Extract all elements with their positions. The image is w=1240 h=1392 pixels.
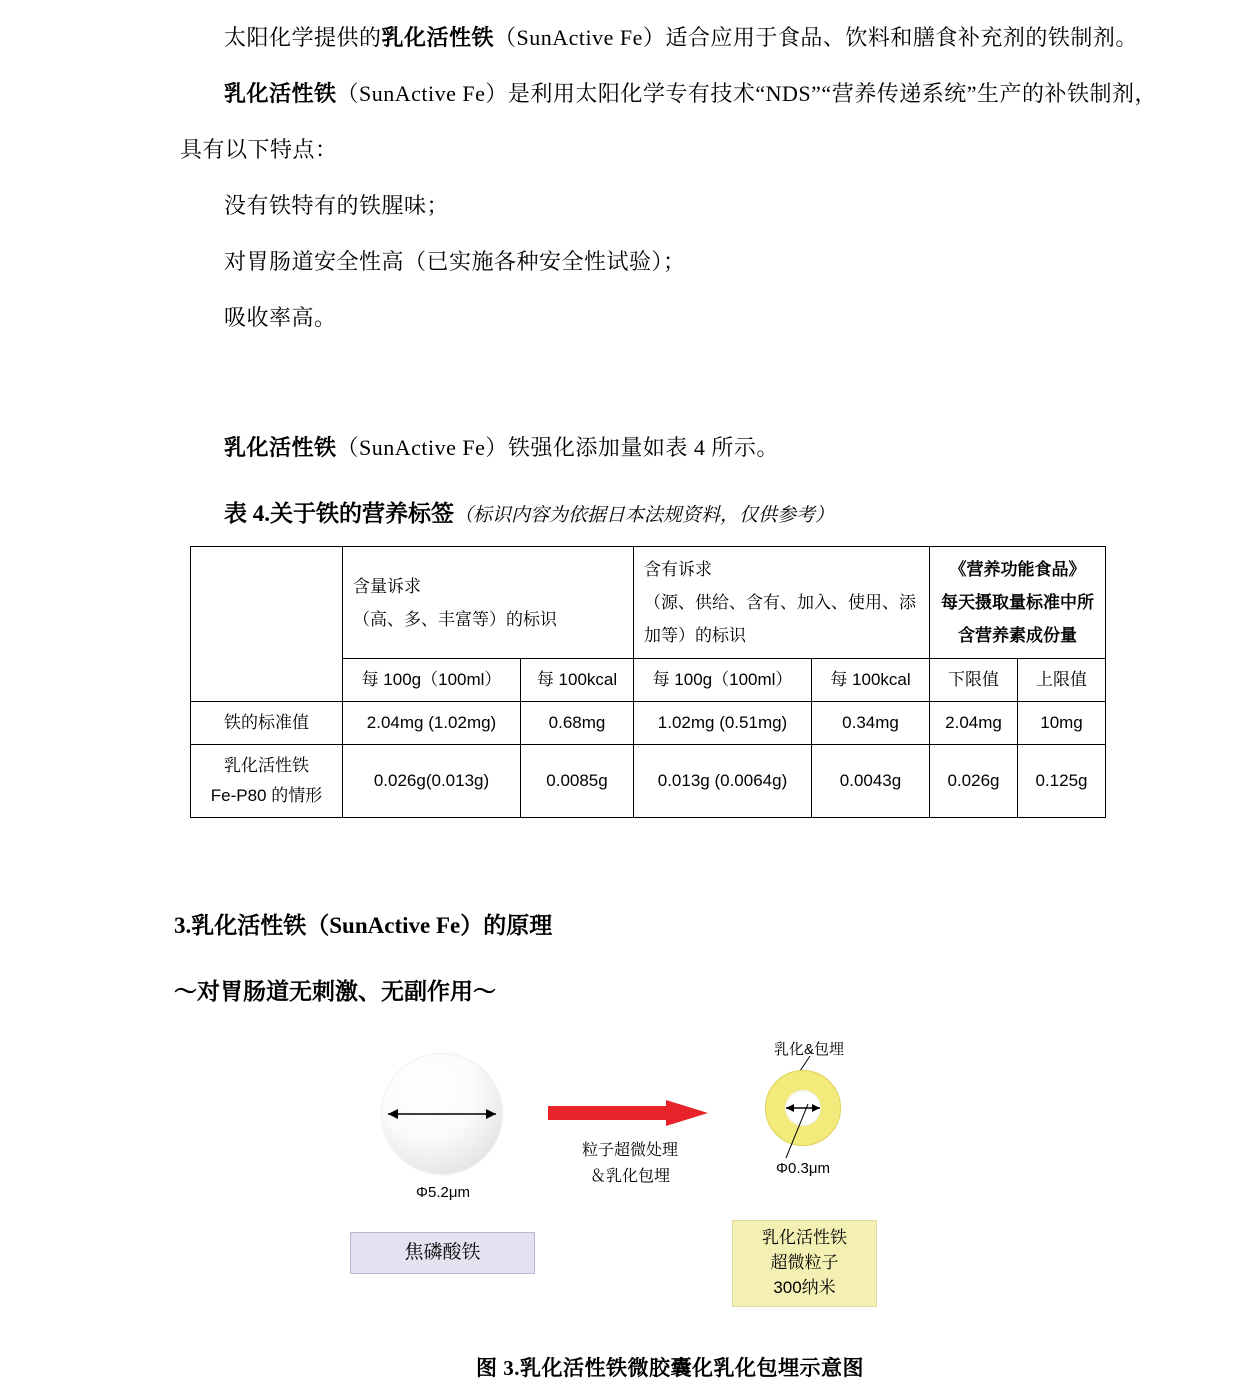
text-run: 吸收率高。: [224, 305, 337, 330]
right-caption-line2: 超微粒子: [770, 1253, 839, 1272]
right-diameter-label: Φ0.3μm: [776, 1160, 830, 1177]
table-cell: 0.026g(0.013g): [343, 745, 521, 818]
vertical-spacer: [180, 476, 1160, 494]
row-label: 铁的标准值: [191, 702, 343, 745]
group-header-line1: 含有诉求: [644, 560, 712, 579]
table-cell: 1.02mg (0.51mg): [634, 702, 812, 745]
paragraph-1: [180, 10, 1160, 66]
table-subheader-cell: 每 100g（100ml）: [634, 659, 812, 702]
table-cell: 0.0085g: [521, 745, 634, 818]
right-caption-box: [732, 1220, 877, 1307]
table-cell: 0.0043g: [812, 745, 930, 818]
table-cell: 2.04mg (1.02mg): [343, 702, 521, 745]
leader-line-bottom: [778, 1104, 830, 1160]
row-label-line2: Fe-P80 的情形: [210, 786, 323, 805]
paragraph-6: [180, 420, 1160, 476]
text-run: 太阳化学提供的: [224, 25, 382, 50]
paragraph-2: [180, 66, 1160, 178]
table-cell: 0.026g: [930, 745, 1018, 818]
process-arrow-icon: [548, 1100, 708, 1126]
process-arrow-text: [540, 1138, 720, 1190]
table-cell: 0.68mg: [521, 702, 634, 745]
table-subheader-cell: 下限值: [930, 659, 1018, 702]
text-run-bold: 乳化活性铁: [224, 435, 337, 460]
table-corner-cell: [191, 547, 343, 702]
paragraph-5: [180, 290, 1160, 346]
vertical-spacer: [180, 950, 1160, 968]
emulsion-encapsulation-label: 乳化&包埋: [773, 1041, 844, 1058]
text-run: （SunActive Fe）是利用太阳化学专有技术“NDS”“营养传递系统”生产的补铁制剂，具有以下特点：: [180, 81, 1157, 162]
group-header-line2: 每天摄取量标准中所含营养素成份量: [941, 593, 1094, 645]
row-label-line1: 乳化活性铁: [224, 756, 309, 775]
table-row: [191, 745, 1106, 818]
diameter-arrow-left: [382, 1054, 502, 1174]
section-subheading: ～对胃肠道无刺激、无副作用～: [174, 979, 496, 1004]
text-run-bold: 乳化活性铁: [224, 81, 337, 106]
text-run-bold: 乳化活性铁: [381, 25, 495, 50]
vertical-spacer: [180, 346, 1160, 420]
text-run: 没有铁特有的铁腥味；: [224, 193, 450, 218]
text-run: （SunActive Fe）铁强化添加量如表 4 所示。: [336, 435, 779, 460]
right-caption-line1: 乳化活性铁: [762, 1228, 847, 1247]
paragraph-4: [180, 234, 1160, 290]
section-heading: 3.乳化活性铁（SunActive Fe）的原理: [174, 913, 553, 938]
row-label: [191, 745, 343, 818]
figure-caption: 图 3.乳化活性铁微胶囊化乳化包埋示意图: [476, 1356, 864, 1380]
right-caption-line3: 300纳米: [773, 1278, 836, 1297]
process-text-line1: 粒子超微处理: [581, 1142, 678, 1159]
table-row: [191, 702, 1106, 745]
table-subheader-cell: 每 100kcal: [812, 659, 930, 702]
table-subheader-cell: 每 100kcal: [521, 659, 634, 702]
table-group-header-3: [930, 547, 1106, 659]
left-caption-box: 焦磷酸铁: [350, 1232, 535, 1274]
figure-diagram: [180, 1042, 1160, 1342]
text-run: 对胃肠道安全性高（已实施各种安全性试验）；: [224, 249, 686, 274]
table-group-header-1: [343, 547, 634, 659]
table-subheader-cell: 上限值: [1018, 659, 1106, 702]
table-cell: 2.04mg: [930, 702, 1018, 745]
table-cell: 0.013g (0.0064g): [634, 745, 812, 818]
text-run: （SunActive Fe）适合应用于食品、饮料和膳食补充剂的铁制剂。: [494, 25, 1138, 50]
paragraph-3: [180, 178, 1160, 234]
table-cell: 0.125g: [1018, 745, 1106, 818]
group-header-line1: 《营养功能食品》: [949, 560, 1086, 579]
table-group-header-2: [634, 547, 930, 659]
table-subheader-cell: 每 100g（100ml）: [343, 659, 521, 702]
group-header-line2: （高、多、丰富等）的标识: [353, 609, 557, 629]
table-caption-title: 表 4.关于铁的营养标签: [224, 501, 454, 526]
table-cell: 0.34mg: [812, 702, 930, 745]
table-caption: [180, 494, 1160, 536]
nutrition-label-table: [190, 546, 1106, 818]
vertical-spacer: [180, 818, 1160, 892]
table-caption-note: （标识内容为依据日本法规资料，仅供参考）: [454, 505, 835, 526]
table-header-row: [191, 547, 1106, 659]
left-diameter-label: Φ5.2μm: [416, 1184, 470, 1201]
group-header-line2: （源、供给、含有、加入、使用、添加等）的标识: [644, 593, 916, 645]
table-cell: 10mg: [1018, 702, 1106, 745]
process-text-line2: ＆乳化包埋: [589, 1168, 670, 1185]
ferric-pyrophosphate-particle: [382, 1054, 502, 1174]
group-header-line1: 含量诉求: [353, 576, 421, 596]
